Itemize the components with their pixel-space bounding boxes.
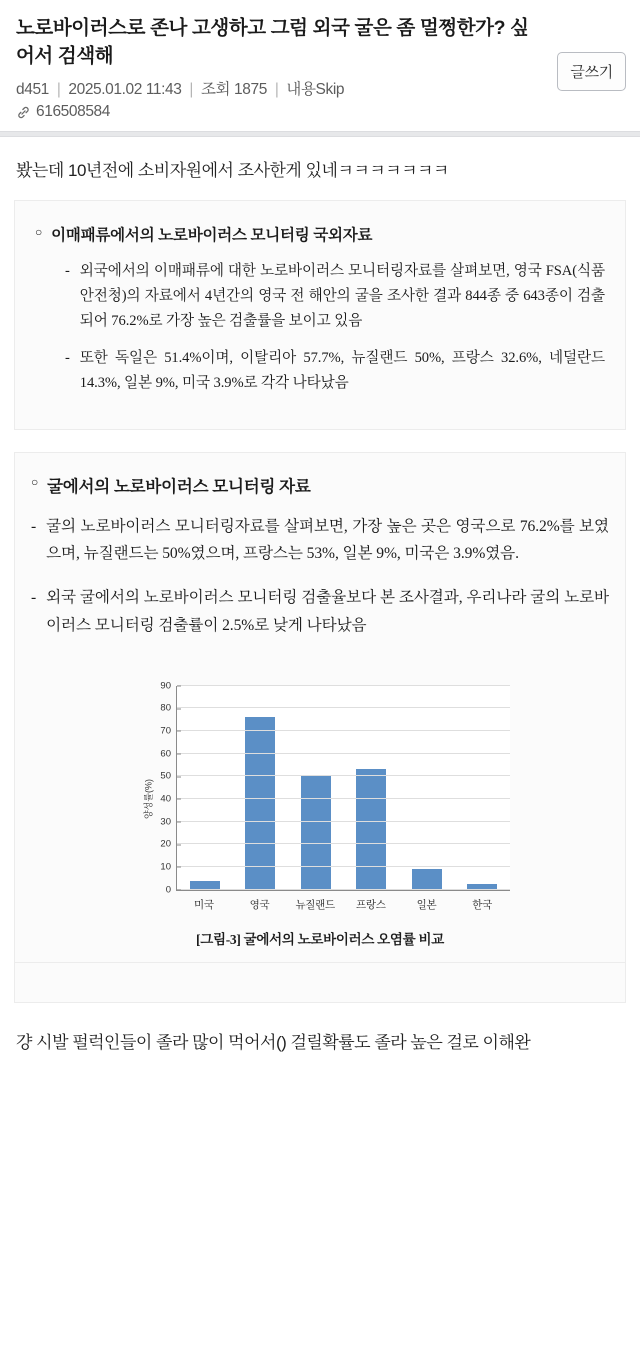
doc1-heading: 이매패류에서의 노로바이러스 모니터링 국외자료 <box>51 227 373 245</box>
chart-bar-slot <box>288 686 343 890</box>
chart-y-tick-label: 30 <box>160 816 177 827</box>
chart-caption: [그림-3] 굴에서의 노로바이러스 오염률 비교 <box>196 931 444 947</box>
chart-gridline <box>160 725 510 737</box>
view-count: 조회 1875 <box>200 80 267 98</box>
doc2-heading: 굴에서의 노로바이러스 모니터링 자료 <box>47 476 311 496</box>
doc1-item-1-text: 외국에서의 이매패류에 대한 노로바이러스 모니터링자료를 살펴보면, 영국 FSA(식품안전청)의 자료에서 4년간의 영국 전 해안의 굴을 조사한 결과 844종 중 643종이 검출되어 76.2%로 가장 높은 검출률을 보이고 있음 <box>79 263 605 330</box>
chart-y-tick-label: 90 <box>160 680 177 691</box>
post-intro-text: 봤는데 10년전에 소비자원에서 조사한게 있네ㅋㅋㅋㅋㅋㅋㅋ <box>16 160 449 180</box>
author-name[interactable]: d451 <box>16 80 49 98</box>
doc2-heading-row <box>31 473 609 497</box>
chart-bar-slot <box>233 686 288 890</box>
dash-bullet-icon: - <box>31 517 37 535</box>
chart-y-tick-label: 60 <box>160 748 177 759</box>
post-header <box>0 0 640 131</box>
chart-bar <box>412 869 442 889</box>
chart-gridline <box>160 816 510 828</box>
link-icon <box>16 105 31 120</box>
post-outro-text: 걍 시발 펄럭인들이 졸라 많이 먹어서() 걸릴확률도 졸라 높은 걸로 이해완 <box>16 1032 531 1052</box>
chart-y-tick-label: 0 <box>166 884 177 895</box>
chart-inner <box>130 680 510 912</box>
chart-gridline <box>165 884 510 896</box>
chart-y-tick-label: 10 <box>160 861 177 872</box>
chart-x-tick-label: 뉴질랜드 <box>295 898 335 911</box>
attached-document-area <box>0 184 640 669</box>
doc1-item-1 <box>35 259 605 334</box>
post-date: 2025.01.02 11:43 <box>68 80 182 98</box>
doc2-item-1 <box>31 513 609 569</box>
doc2-item-2 <box>31 584 609 640</box>
chart-bar <box>245 717 275 890</box>
chart-bar-slot <box>399 686 454 890</box>
chart-bar <box>356 769 386 889</box>
circle-bullet-icon: ○ <box>35 225 43 240</box>
doc1-item-2-text: 또한 독일은 51.4%이며, 이탈리아 57.7%, 뉴질랜드 50%, 프랑스 32.6%, 네덜란드 14.3%, 일본 9%, 미국 3.9%로 각각 나타났음 <box>79 350 605 392</box>
meta-separator-2: | <box>189 80 194 98</box>
skip-content-link[interactable]: 내용Skip <box>286 80 345 98</box>
doc2-item-2-text: 외국 굴에서의 노로바이러스 모니터링 검출율보다 본 조사결과, 우리나라 굴의 노로바이러스 모니터링 검출률이 2.5%로 낮게 나타났음 <box>46 589 609 634</box>
dash-bullet-icon: - <box>65 350 70 367</box>
post-meta <box>16 77 624 103</box>
chart-y-tick-label: 70 <box>160 725 177 736</box>
chart-bar-slot <box>177 686 232 890</box>
chart-gridline <box>160 838 510 850</box>
chart-y-tick-label: 50 <box>160 771 177 782</box>
meta-separator-3: | <box>274 80 279 98</box>
chart-bar-slot <box>344 686 399 890</box>
chart-gridline <box>160 770 510 782</box>
chart-container <box>14 670 626 963</box>
chart-x-tick-label: 미국 <box>193 898 214 911</box>
meta-separator-1: | <box>56 80 61 98</box>
chart-x-axis-labels <box>176 891 510 912</box>
post-link-row[interactable] <box>16 103 624 121</box>
chart-bottom-padding <box>14 963 626 1003</box>
doc1-item-2 <box>35 346 605 396</box>
document-card-oyster-monitoring <box>14 452 626 670</box>
doc1-heading-row <box>35 223 605 245</box>
chart-plot-area <box>160 680 510 896</box>
document-card-overseas-monitoring <box>14 200 626 429</box>
chart-y-tick-label: 40 <box>160 793 177 804</box>
dash-bullet-icon: - <box>31 589 37 607</box>
chart-gridline <box>160 702 510 714</box>
write-post-button[interactable]: 글쓰기 <box>557 52 626 91</box>
chart-bars <box>177 686 510 890</box>
chart-x-tick-label: 영국 <box>249 898 270 911</box>
chart-gridline <box>160 680 510 692</box>
chart-y-tick-label: 80 <box>160 703 177 714</box>
chart-x-tick-label: 일본 <box>416 898 437 911</box>
chart-x-tick-label: 프랑스 <box>356 898 386 911</box>
page-title: 노로바이러스로 존나 고생하고 그럼 외국 굴은 좀 멀쩡한가? 싶어서 검색해 <box>16 17 529 68</box>
chart-x-tick-label: 한국 <box>472 898 492 911</box>
chart-gridline <box>160 793 510 805</box>
chart-y-axis-label: 양성률(%) <box>143 778 154 819</box>
circle-bullet-icon: ○ <box>31 474 39 489</box>
chart-gridline <box>160 748 510 760</box>
chart-y-tick-label: 20 <box>160 839 177 850</box>
chart-bar <box>301 776 331 889</box>
chart-gridline <box>160 861 510 873</box>
chart-bar-slot <box>455 686 510 890</box>
doc2-item-1-text: 굴의 노로바이러스 모니터링자료를 살펴보면, 가장 높은 곳은 영국으로 76.2%를 보였으며, 뉴질랜드는 50%였으며, 프랑스는 53%, 일본 9%, 미국은 3.9%였음. <box>46 517 609 563</box>
dash-bullet-icon: - <box>65 263 70 280</box>
post-id[interactable]: 616508584 <box>36 102 110 120</box>
